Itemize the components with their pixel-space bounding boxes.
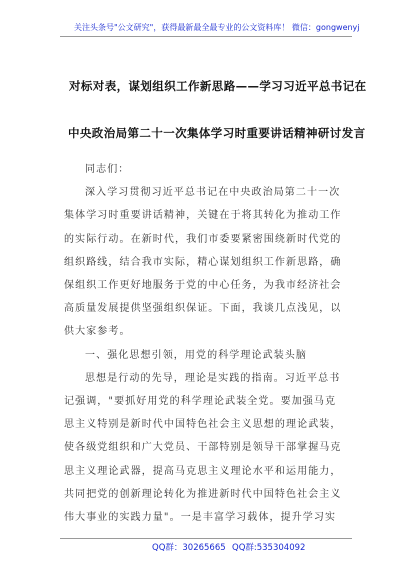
document-title-line-2: 中央政治局第二十一次集体学习时重要讲话精神研讨发言 <box>68 126 366 140</box>
header-divider <box>60 36 352 37</box>
body-line: 共同把党的创新理论转化为推进新时代中国特色社会主义 <box>64 488 342 500</box>
body-line: 一、强化思想引领，用党的科学理论武装头脑 <box>85 349 307 361</box>
footer-qq-group-2: QQ群:535304092 <box>232 543 306 553</box>
body-line: 保组织工作更好地服务于党的中心任务，为我市经济社会 <box>64 280 342 292</box>
body-line: 集体学习时重要讲话精神，关键在于将其转化为推动工作 <box>64 210 342 222</box>
footer-divider <box>60 538 352 539</box>
document-title-line-1: 对标对表，谋划组织工作新思路——学习习近平总书记在 <box>69 79 367 93</box>
footer-qq-group-1: QQ群：30265665 <box>152 543 226 553</box>
body-line: 伟大事业的实践力量"。一是丰富学习载体，提升学习实 <box>64 512 337 524</box>
body-line: 思想是行动的先导，理论是实践的指南。习近平总书 <box>85 372 341 384</box>
body-line: 供大家参考。 <box>64 326 131 338</box>
body-line: 深入学习贯彻习近平总书记在中央政治局第二十一次 <box>85 187 341 199</box>
body-line: 记强调，"要抓好用党的科学理论武装全党。要加强马克 <box>64 396 337 408</box>
body-line: 的实际行动。在新时代，我们市委要紧密围绕新时代党的 <box>64 233 342 245</box>
body-line: 使各级党组织和广大党员、干部特别是领导干部掌握马克 <box>64 442 342 454</box>
body-line: 组织路线，结合我市实际，精心谋划组织工作新思路，确 <box>64 256 342 268</box>
body-line: 高质量发展提供坚强组织保证。下面，我谈几点浅见，以 <box>64 303 342 315</box>
body-line: 思主义特别是新时代中国特色社会主义思想的理论武装， <box>64 419 342 431</box>
body-line: 思主义理论武器，提高马克思主义理论水平和运用能力， <box>64 465 342 477</box>
header-banner: 关注头条号"公文研究"，获得最新最全最专业的公文资料库！ 微信：gongwenyj <box>74 23 360 32</box>
document-body <box>64 158 364 529</box>
body-line: 同志们： <box>85 164 130 175</box>
